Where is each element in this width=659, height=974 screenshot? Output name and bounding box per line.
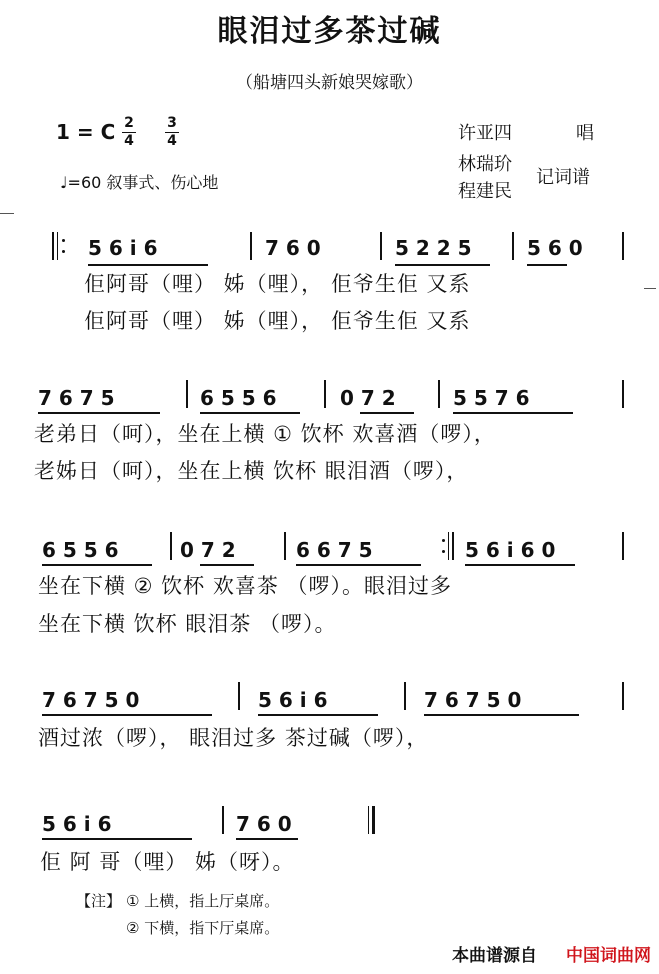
repeat-dot <box>442 550 445 553</box>
measure-notes: 6 5 5 6 <box>200 386 277 410</box>
measure-notes: 7 6 7 5 0 <box>42 688 140 712</box>
repeat-dot <box>442 539 445 542</box>
key-signature: 1 = C <box>56 120 116 144</box>
repeat-start-thin-bar <box>57 232 58 260</box>
measure-notes: 6 6 7 5 <box>296 538 373 562</box>
lyrics-verse-1: 佢阿哥（哩） 姊（哩）， 佢爷生佢 又系 <box>84 272 471 296</box>
barline <box>622 682 624 710</box>
measure-notes: 7 6 0 <box>265 236 321 260</box>
repeat-end-thin-bar <box>448 532 449 560</box>
lyrics-verse-2: 老姊日（呵），坐在上横 饮杯 眼泪酒（啰）， <box>34 459 469 483</box>
repeat-end-thick-bar <box>452 532 454 560</box>
lyrics-verse-1: 老弟日（呵），坐在上横 ① 饮杯 欢喜酒（啰）， <box>34 422 496 446</box>
beam-line <box>465 564 575 566</box>
footnote-2: ② 下横，指下厅桌席。 <box>126 919 280 937</box>
repeat-start-thick-bar <box>52 232 54 260</box>
measure-notes: 6 5 5 6 <box>42 538 119 562</box>
barline <box>222 806 224 834</box>
beam-line <box>42 838 192 840</box>
measure-notes: 7 6 7 5 <box>38 386 115 410</box>
footnote-1: ① 上横，指上厅桌席。 <box>126 892 280 910</box>
notes-label: 【注】 <box>76 892 122 910</box>
barline <box>186 380 188 408</box>
beam-line <box>360 412 414 414</box>
repeat-dot <box>62 239 65 242</box>
recorder-name-2: 程建民 <box>458 181 512 202</box>
beam-line <box>258 714 378 716</box>
lyrics-verse-1: 佢 阿 哥（哩） 姊（呀）。 <box>40 850 295 874</box>
barline <box>512 232 514 260</box>
time-signature-2: 3 4 <box>165 116 179 149</box>
beam-line <box>296 564 421 566</box>
lyrics-verse-1: 坐在下横 ② 饮杯 欢喜茶 （啰）。眼泪过多 <box>38 574 453 598</box>
lyrics-verse-2: 坐在下横 饮杯 眼泪茶 （啰）。 <box>38 612 337 636</box>
beam-line <box>236 838 298 840</box>
repeat-dot <box>62 250 65 253</box>
quarter-note-icon: ♩ <box>60 173 68 192</box>
barline <box>324 380 326 408</box>
recorder-name-1: 林瑞玠 <box>458 154 512 175</box>
measure-notes: 5 6 i 6 <box>88 236 158 260</box>
barline <box>404 682 406 710</box>
site-watermark[interactable]: 中国词曲网 <box>566 946 651 966</box>
beam-line <box>527 264 567 266</box>
measure-notes: 5 2 2 5 <box>395 236 472 260</box>
measure-notes: 5 6 i 6 <box>258 688 328 712</box>
beam-line <box>200 564 254 566</box>
measure-notes: 5 6 i 6 0 <box>465 538 556 562</box>
measure-notes: 7 6 7 5 0 <box>424 688 522 712</box>
final-thick-bar <box>372 806 375 834</box>
barline <box>622 380 624 408</box>
lyrics-verse-1: 酒过浓（啰）， 眼泪过多 茶过碱（啰）， <box>38 726 429 750</box>
final-thin-bar <box>368 806 369 834</box>
time-signature-1: 2 4 <box>122 116 136 149</box>
measure-notes: 5 5 7 6 <box>453 386 530 410</box>
tempo-marking: ♩=60 叙事式、伤心地 <box>60 173 219 192</box>
barline <box>438 380 440 408</box>
measure-notes: 0 7 2 <box>340 386 396 410</box>
song-title: 眼泪过多茶过碱 <box>217 14 442 49</box>
beam-line <box>42 564 152 566</box>
lyrics-verse-2: 佢阿哥（哩） 姊（哩）， 佢爷生佢 又系 <box>84 309 471 333</box>
barline <box>170 532 172 560</box>
recorder-label: 记词谱 <box>536 167 590 188</box>
beam-line <box>453 412 573 414</box>
barline <box>622 232 624 260</box>
singer-name: 许亚四 <box>458 123 512 144</box>
right-margin-tick <box>644 288 656 289</box>
beam-line <box>200 412 300 414</box>
measure-notes: 5 6 i 6 <box>42 812 112 836</box>
barline <box>380 232 382 260</box>
beam-line <box>38 412 160 414</box>
measure-notes: 0 7 2 <box>180 538 236 562</box>
barline <box>250 232 252 260</box>
beam-line <box>88 264 208 266</box>
measure-notes: 5 6 0 <box>527 236 583 260</box>
source-label: 本曲谱源自 <box>452 946 537 966</box>
left-margin-tick <box>0 213 14 214</box>
song-subtitle: （船塘四头新娘哭嫁歌） <box>236 73 423 93</box>
beam-line <box>42 714 212 716</box>
barline <box>284 532 286 560</box>
singer-label: 唱 <box>576 123 594 144</box>
barline <box>238 682 240 710</box>
barline <box>622 532 624 560</box>
beam-line <box>424 714 579 716</box>
beam-line <box>395 264 490 266</box>
measure-notes: 7 6 0 <box>236 812 292 836</box>
